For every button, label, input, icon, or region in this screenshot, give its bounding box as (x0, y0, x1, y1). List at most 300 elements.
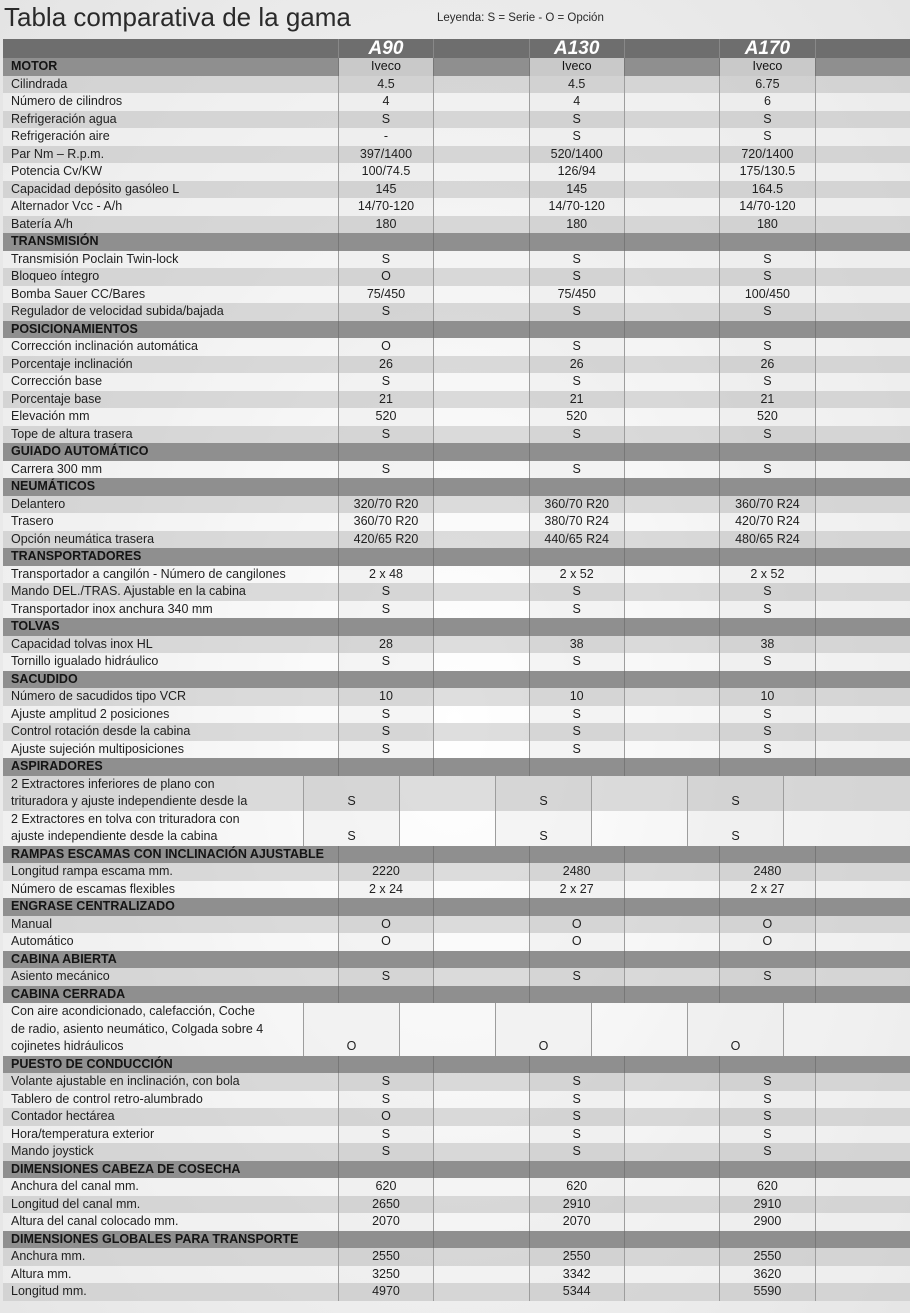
column-gap (433, 1178, 528, 1196)
column-gap (815, 461, 910, 479)
section-value (719, 618, 814, 636)
section-title: POSICIONAMIENTOS (11, 321, 138, 336)
column-gap (624, 268, 719, 286)
section-value (338, 618, 433, 636)
column-gap (815, 163, 910, 181)
row-value: S (719, 1091, 814, 1109)
column-gap (624, 391, 719, 409)
column-gap (433, 443, 528, 461)
row-value: S (338, 653, 433, 671)
section-value (529, 1231, 624, 1249)
column-gap (624, 1231, 719, 1249)
section-title: ASPIRADORES (11, 759, 103, 773)
row-value: O (338, 338, 433, 356)
row-value: S (687, 811, 783, 846)
section-header (3, 443, 910, 461)
column-gap (624, 111, 719, 129)
row-value: S (338, 723, 433, 741)
section-header (3, 671, 910, 689)
row-value: S (529, 653, 624, 671)
column-gap (624, 968, 719, 986)
row-value: S (719, 1108, 814, 1126)
section-value (338, 321, 433, 339)
table-row (3, 1003, 910, 1056)
section-value (719, 548, 814, 566)
row-label: Transportador a cangilón - Número de cangilones (11, 566, 286, 581)
row-label: Refrigeración agua (11, 111, 117, 126)
row-value: O (338, 933, 433, 951)
section-value (529, 1056, 624, 1074)
section-value (719, 898, 814, 916)
section-header (3, 478, 910, 496)
row-value: 2070 (338, 1213, 433, 1231)
column-gap (815, 128, 910, 146)
column-gap (624, 1161, 719, 1179)
row-value: S (529, 128, 624, 146)
row-value: S (719, 251, 814, 269)
table-row (3, 111, 910, 129)
column-gap (624, 671, 719, 689)
table-row (3, 146, 910, 164)
column-gap (433, 233, 528, 251)
row-value: S (338, 111, 433, 129)
row-label: Bloqueo íntegro (11, 269, 100, 283)
row-value: 4 (338, 93, 433, 111)
table-row (3, 461, 910, 479)
column-gap (624, 531, 719, 549)
column-gap (815, 443, 910, 461)
column-gap (433, 373, 528, 391)
section-title: TOLVAS (11, 619, 60, 633)
column-gap (624, 723, 719, 741)
column-gap (815, 863, 910, 881)
column-gap (624, 478, 719, 496)
column-gap (815, 706, 910, 724)
column-gap (624, 1126, 719, 1144)
column-gap (433, 741, 528, 759)
column-gap (815, 1108, 910, 1126)
table-row (3, 496, 910, 514)
column-gap (815, 496, 910, 514)
column-gap (815, 478, 910, 496)
section-title: DIMENSIONES CABEZA DE COSECHA (11, 1161, 241, 1176)
column-gap (815, 968, 910, 986)
column-gap (433, 758, 528, 776)
column-gap (815, 1213, 910, 1231)
column-gap (433, 951, 528, 969)
row-value: O (719, 916, 814, 934)
row-value: S (719, 968, 814, 986)
row-value: 4970 (338, 1283, 433, 1301)
row-label: 2 Extractores inferiores de plano con trituradora y ajuste independiente desde la (11, 776, 248, 808)
row-label: Anchura mm. (11, 1249, 86, 1263)
column-gap (815, 426, 910, 444)
column-gap (624, 76, 719, 94)
row-value: 38 (719, 636, 814, 654)
row-value: S (338, 461, 433, 479)
column-gap (815, 618, 910, 636)
row-label: Capacidad depósito gasóleo L (11, 181, 180, 196)
row-label: Control rotación desde la cabina (11, 724, 191, 738)
section-value (719, 986, 814, 1004)
column-gap (815, 583, 910, 601)
row-label: Con aire acondicionado, calefacción, Coche de radio, asiento neumático, Colgada sobre 4 cojinetes hidráulicos (11, 1004, 264, 1053)
section-title: GUIADO AUTOMÁTICO (11, 444, 149, 458)
column-gap (624, 251, 719, 269)
column-gap (815, 286, 910, 304)
column-gap (433, 968, 528, 986)
table-row (3, 933, 910, 951)
column-gap (433, 1143, 528, 1161)
row-label: Tablero de control retro-alumbrado (11, 1091, 203, 1106)
column-gap (433, 426, 528, 444)
row-label: Transportador inox anchura 340 mm (11, 601, 213, 616)
column-gap (624, 846, 719, 864)
row-label: Longitud rampa escama mm. (11, 864, 173, 878)
column-gap (815, 1126, 910, 1144)
row-label: Corrección inclinación automática (11, 339, 198, 353)
row-value: S (529, 268, 624, 286)
header-gap (815, 39, 910, 58)
row-value: 6 (719, 93, 814, 111)
column-gap (433, 1161, 528, 1179)
row-value: S (529, 1073, 624, 1091)
column-gap (815, 1091, 910, 1109)
row-value: S (719, 583, 814, 601)
row-value: S (719, 461, 814, 479)
column-gap (624, 951, 719, 969)
column-gap (433, 1213, 528, 1231)
column-gap (433, 58, 528, 76)
column-gap (624, 303, 719, 321)
section-value (338, 846, 433, 864)
section-value (719, 321, 814, 339)
section-value (338, 233, 433, 251)
row-value: 75/450 (529, 286, 624, 304)
column-gap (624, 916, 719, 934)
column-gap (815, 391, 910, 409)
column-gap (624, 741, 719, 759)
row-value: 2220 (338, 863, 433, 881)
row-label: Altura del canal colocado mm. (11, 1214, 179, 1228)
section-title: ENGRASE CENTRALIZADO (11, 899, 175, 913)
column-gap (624, 321, 719, 339)
row-value: 2 x 52 (529, 566, 624, 584)
row-value: S (719, 338, 814, 356)
row-value: 3250 (338, 1266, 433, 1284)
column-gap (433, 916, 528, 934)
row-value: S (529, 583, 624, 601)
row-value: S (719, 1073, 814, 1091)
row-label: Par Nm – R.p.m. (11, 146, 105, 161)
column-gap (624, 986, 719, 1004)
row-label: Delantero (11, 496, 66, 511)
column-gap (624, 706, 719, 724)
column-gap (624, 216, 719, 234)
column-gap (815, 1143, 910, 1161)
row-value: 320/70 R20 (338, 496, 433, 514)
column-gap (624, 443, 719, 461)
table-row (3, 76, 910, 94)
row-value: 520/1400 (529, 146, 624, 164)
section-value (719, 1231, 814, 1249)
column-gap (624, 426, 719, 444)
row-value: 26 (338, 356, 433, 374)
row-value: 26 (529, 356, 624, 374)
section-value (338, 1056, 433, 1074)
column-gap (433, 566, 528, 584)
section-header (3, 548, 910, 566)
row-value: 2910 (529, 1196, 624, 1214)
section-value (719, 758, 814, 776)
row-value: S (338, 373, 433, 391)
column-gap (433, 303, 528, 321)
table-row (3, 1143, 910, 1161)
row-value: S (495, 811, 591, 846)
row-value: O (529, 933, 624, 951)
table-row (3, 723, 910, 741)
column-gap (815, 601, 910, 619)
column-gap (433, 636, 528, 654)
section-title: TRANSMISIÓN (11, 234, 99, 248)
column-gap (433, 706, 528, 724)
column-gap (433, 268, 528, 286)
row-value: 480/65 R24 (719, 531, 814, 549)
column-gap (815, 251, 910, 269)
row-value: S (338, 741, 433, 759)
row-value: 520 (529, 408, 624, 426)
section-value (529, 671, 624, 689)
row-value: 21 (529, 391, 624, 409)
column-gap (815, 146, 910, 164)
row-value: 2 x 24 (338, 881, 433, 899)
column-gap (783, 1003, 879, 1056)
section-header (3, 1056, 910, 1074)
column-gap (624, 1143, 719, 1161)
column-gap (815, 1178, 910, 1196)
column-gap (433, 286, 528, 304)
column-gap (624, 1266, 719, 1284)
section-value (719, 233, 814, 251)
row-value: S (529, 1126, 624, 1144)
row-value: S (529, 461, 624, 479)
row-value: S (338, 303, 433, 321)
column-gap (433, 933, 528, 951)
section-value (338, 548, 433, 566)
row-label: Número de escamas flexibles (11, 881, 175, 896)
column-gap (815, 636, 910, 654)
column-gap (815, 951, 910, 969)
column-gap (815, 408, 910, 426)
row-label: Tornillo igualado hidráulico (11, 654, 159, 668)
row-value: 4.5 (529, 76, 624, 94)
row-label: Elevación mm (11, 409, 90, 423)
column-gap (815, 688, 910, 706)
row-value: 2 x 48 (338, 566, 433, 584)
row-value: 5344 (529, 1283, 624, 1301)
row-value: 2480 (529, 863, 624, 881)
row-value: 100/450 (719, 286, 814, 304)
legend: Leyenda: S = Serie - O = Opción (437, 12, 604, 24)
column-gap (783, 811, 879, 846)
row-value: 14/70-120 (338, 198, 433, 216)
column-gap (815, 881, 910, 899)
column-gap (815, 741, 910, 759)
table-row (3, 636, 910, 654)
column-gap (624, 1248, 719, 1266)
row-value: 360/70 R20 (529, 496, 624, 514)
column-gap (815, 758, 910, 776)
column-gap (815, 1283, 910, 1301)
table-row (3, 1126, 910, 1144)
column-gap (624, 356, 719, 374)
row-value: S (719, 653, 814, 671)
row-label: Mando DEL./TRAS. Ajustable en la cabina (11, 584, 246, 598)
header-blank (3, 39, 338, 58)
section-value (719, 478, 814, 496)
row-label: Alternador Vcc - A/h (11, 199, 123, 213)
table-row (3, 916, 910, 934)
column-gap (624, 583, 719, 601)
column-gap (433, 1073, 528, 1091)
row-value: S (338, 1126, 433, 1144)
row-label: Regulador de velocidad subida/bajada (11, 304, 224, 318)
row-value: S (529, 706, 624, 724)
section-value (529, 321, 624, 339)
table-body (3, 58, 910, 1301)
column-gap (591, 1003, 687, 1056)
row-value: 145 (338, 181, 433, 199)
column-gap (433, 671, 528, 689)
column-gap (624, 146, 719, 164)
row-label: 2 Extractores en tolva con trituradora con ajuste independiente desde la cabina (11, 811, 240, 843)
column-gap (624, 898, 719, 916)
row-value: 2550 (338, 1248, 433, 1266)
table-row (3, 653, 910, 671)
row-value: 14/70-120 (529, 198, 624, 216)
column-gap (433, 146, 528, 164)
header-gap (433, 39, 528, 58)
row-label: Altura mm. (11, 1266, 72, 1281)
row-value: S (338, 1143, 433, 1161)
row-value: 2480 (719, 863, 814, 881)
row-value: 126/94 (529, 163, 624, 181)
row-value: 620 (719, 1178, 814, 1196)
row-value: S (338, 583, 433, 601)
column-gap (815, 303, 910, 321)
row-label: Ajuste amplitud 2 posiciones (11, 706, 170, 721)
column-gap (433, 163, 528, 181)
row-label: Contador hectárea (11, 1109, 115, 1123)
row-label: Transmisión Poclain Twin-lock (11, 251, 179, 266)
row-value: S (529, 601, 624, 619)
column-gap (433, 251, 528, 269)
column-gap (624, 58, 719, 76)
column-gap (433, 338, 528, 356)
column-gap (433, 1108, 528, 1126)
row-label: Refrigeración aire (11, 129, 110, 143)
column-gap (433, 128, 528, 146)
row-value: 2910 (719, 1196, 814, 1214)
column-gap (815, 1056, 910, 1074)
table-row (3, 1091, 910, 1109)
row-value: 4.5 (338, 76, 433, 94)
column-gap (624, 408, 719, 426)
row-value: 2 x 52 (719, 566, 814, 584)
section-title: PUESTO DE CONDUCCIÓN (11, 1056, 173, 1071)
row-value: S (529, 723, 624, 741)
row-value: 10 (719, 688, 814, 706)
row-label: Trasero (11, 514, 54, 528)
row-value: 180 (719, 216, 814, 234)
row-value: 145 (529, 181, 624, 199)
row-value: 100/74.5 (338, 163, 433, 181)
section-value (338, 478, 433, 496)
row-value: S (529, 251, 624, 269)
row-value: 5590 (719, 1283, 814, 1301)
row-value: S (719, 128, 814, 146)
table-row (3, 163, 910, 181)
table-row (3, 706, 910, 724)
table-header (3, 39, 910, 58)
row-label: Carrera 300 mm (11, 461, 102, 476)
column-gap (815, 566, 910, 584)
row-value: S (529, 968, 624, 986)
column-gap (815, 653, 910, 671)
row-value: 2900 (719, 1213, 814, 1231)
column-gap (433, 1126, 528, 1144)
column-gap (433, 461, 528, 479)
row-value: O (303, 1003, 399, 1056)
row-label: Hora/temperatura exterior (11, 1126, 155, 1141)
table-row (3, 391, 910, 409)
row-value: S (529, 338, 624, 356)
row-value: 520 (719, 408, 814, 426)
section-value (719, 1056, 814, 1074)
row-value: 620 (338, 1178, 433, 1196)
row-label: Corrección base (11, 374, 103, 388)
row-value: 2550 (529, 1248, 624, 1266)
comparison-table (3, 39, 910, 1301)
header-gap (624, 39, 719, 58)
column-gap (433, 111, 528, 129)
table-row (3, 1073, 910, 1091)
column-gap (433, 408, 528, 426)
section-value: Iveco (529, 58, 624, 76)
column-gap (815, 233, 910, 251)
row-value: O (338, 916, 433, 934)
row-value: 520 (338, 408, 433, 426)
column-gap (815, 216, 910, 234)
table-row (3, 968, 910, 986)
row-value: S (338, 251, 433, 269)
section-title: MOTOR (11, 59, 58, 73)
column-gap (624, 618, 719, 636)
row-label: Bomba Sauer CC/Bares (11, 286, 146, 301)
section-value (338, 1161, 433, 1179)
column-gap (815, 356, 910, 374)
row-value: 21 (338, 391, 433, 409)
column-gap (433, 356, 528, 374)
row-value: S (338, 601, 433, 619)
column-gap (433, 863, 528, 881)
row-label: Cilindrada (11, 76, 68, 91)
column-gap (624, 93, 719, 111)
row-value: 2070 (529, 1213, 624, 1231)
section-header (3, 898, 910, 916)
column-gap (433, 478, 528, 496)
column-gap (624, 1178, 719, 1196)
